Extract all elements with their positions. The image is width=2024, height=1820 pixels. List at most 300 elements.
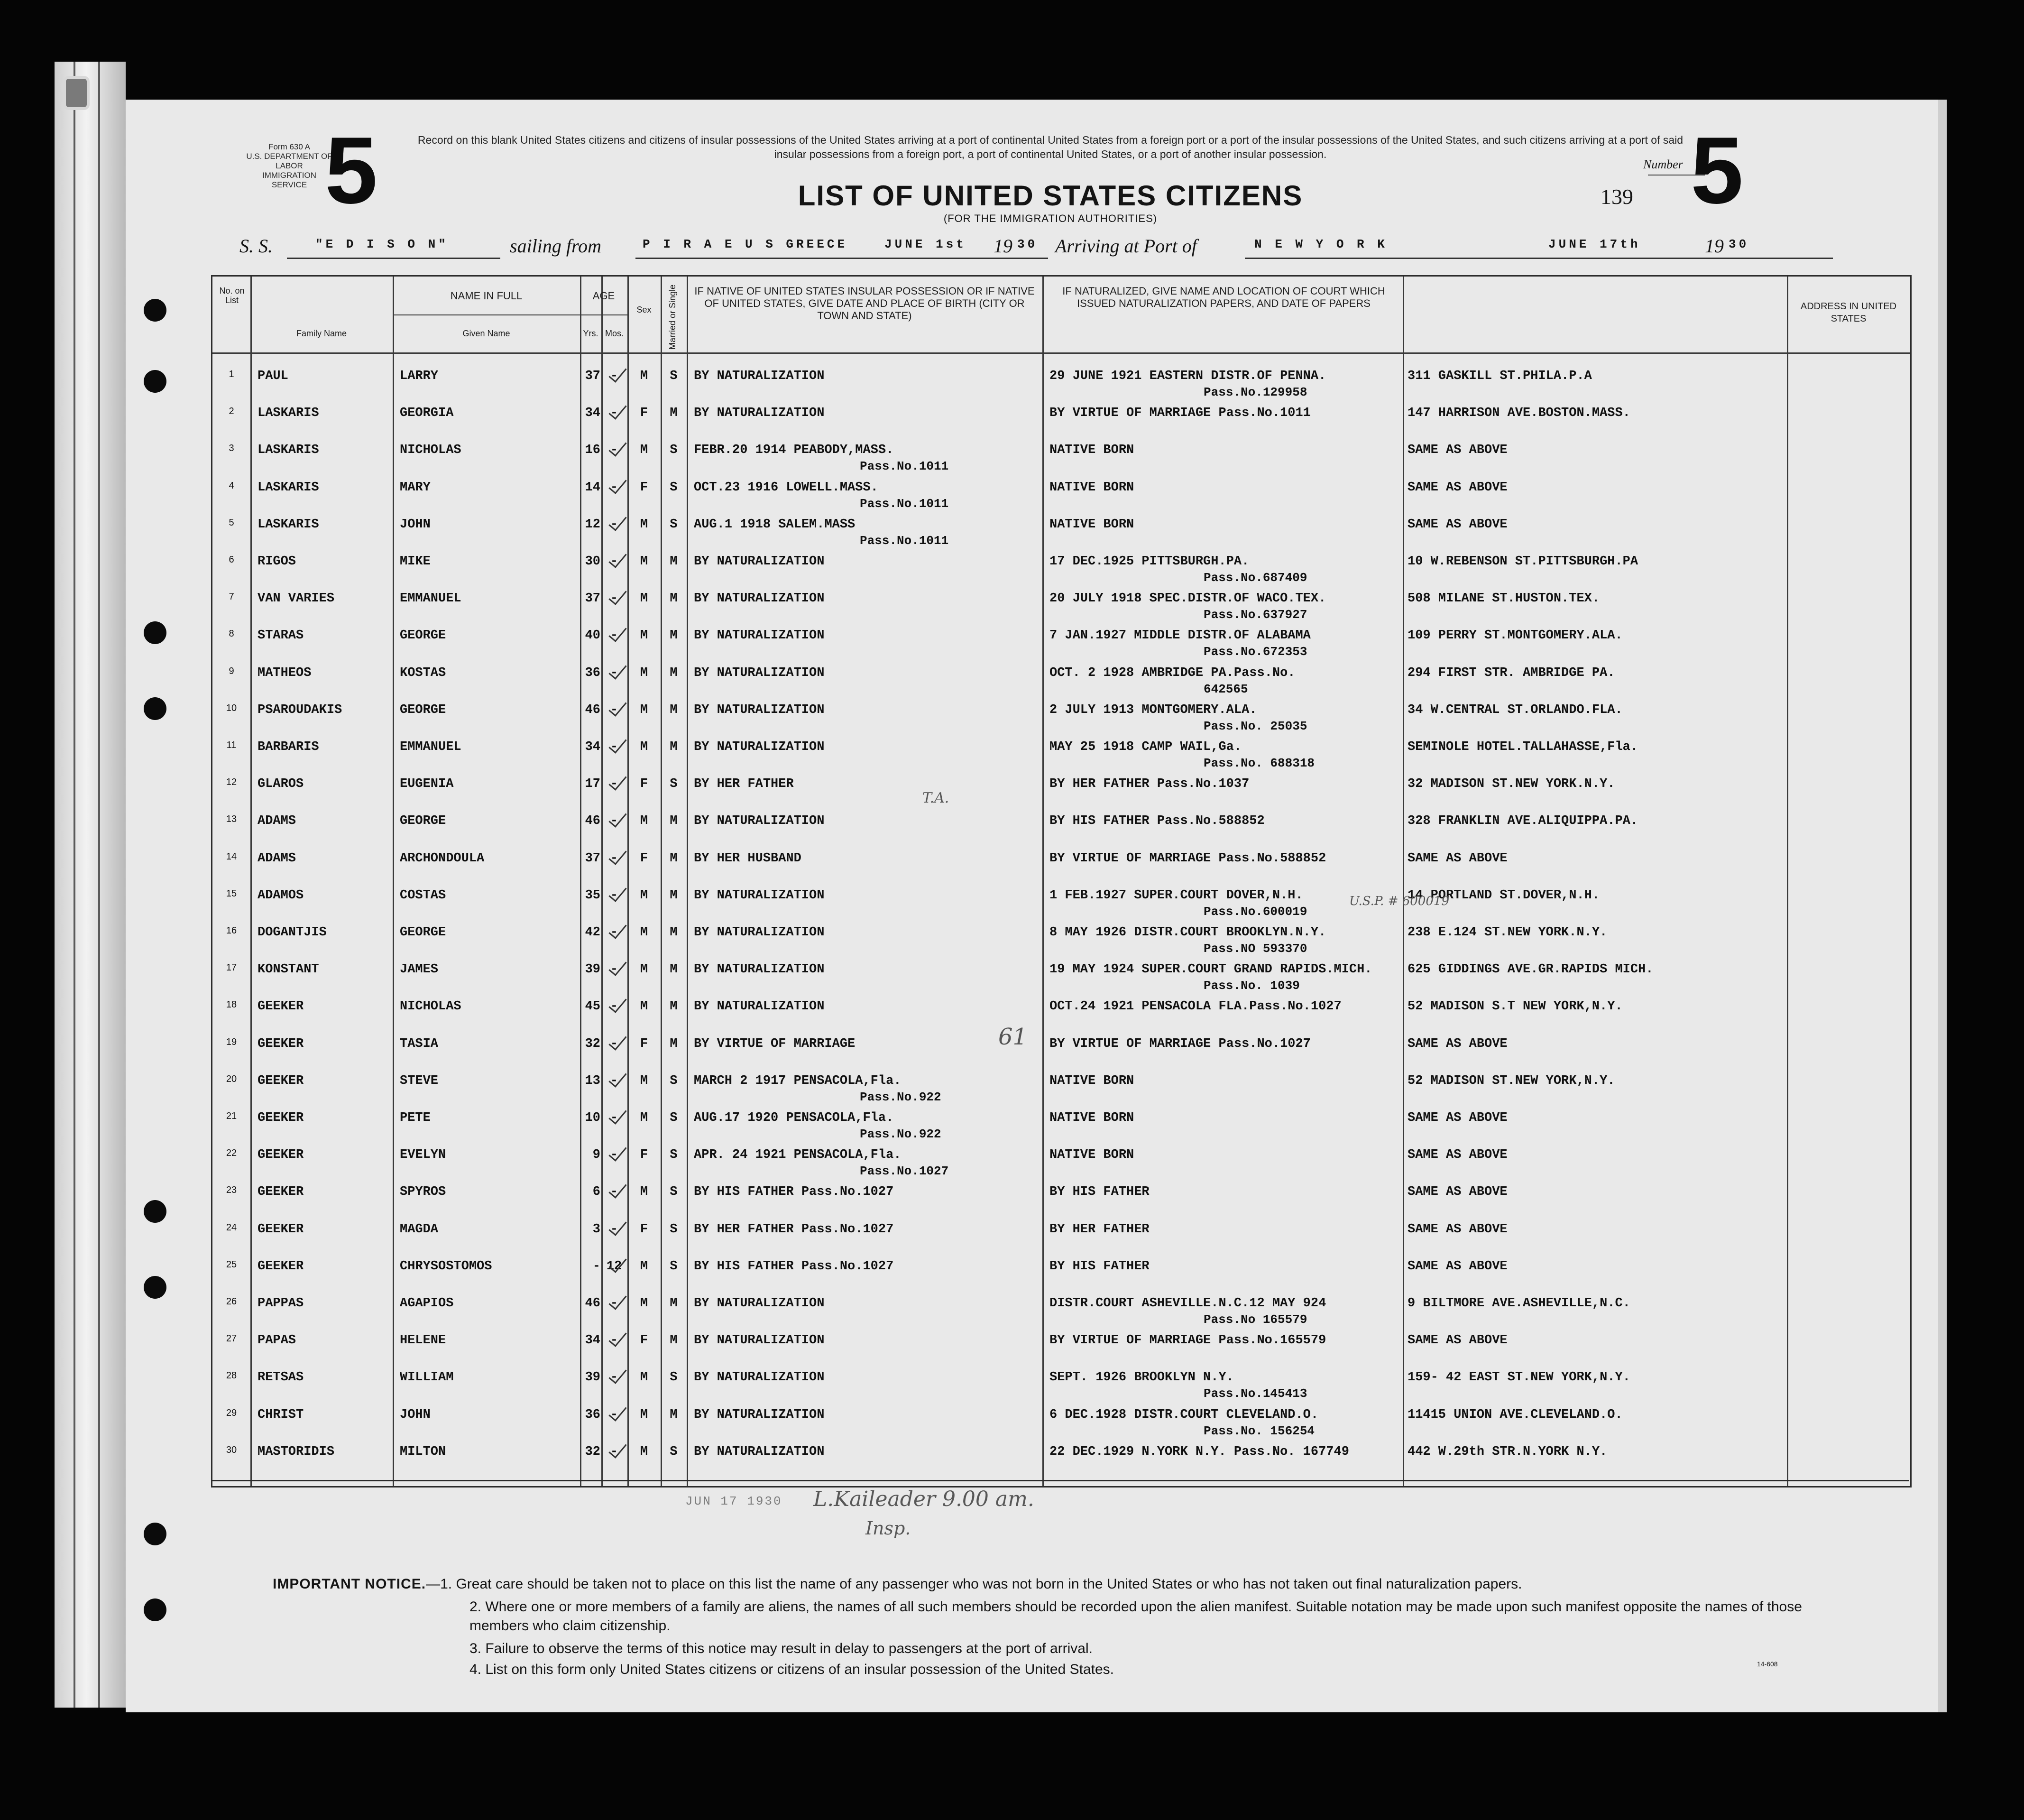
cell-nat: 1 FEB.1927 SUPER.COURT DOVER,N.H.	[1049, 888, 1303, 903]
table-row	[212, 443, 1910, 480]
cell-given: EMMANUEL	[400, 740, 461, 754]
cell-given: GEORGE	[400, 925, 446, 940]
cell-sex: M	[640, 517, 648, 532]
cell-given: JAMES	[400, 962, 439, 977]
table-row	[212, 1037, 1910, 1074]
cell-ms: S	[670, 369, 678, 383]
cell-ms: M	[670, 702, 678, 717]
header-subrule	[393, 314, 627, 315]
cell-yrs: 46	[585, 702, 600, 717]
cell-birth: BY HER FATHER Pass.No.1027	[694, 1222, 894, 1237]
table-row	[212, 1408, 1910, 1445]
cell-birth: AUG.17 1920 PENSACOLA,Fla.	[694, 1111, 894, 1125]
cell-yrs: 46	[585, 814, 600, 829]
cell-birth-pass: Pass.No.1011	[860, 533, 949, 548]
header-age-months: Mos.	[605, 329, 624, 338]
cell-mos: -	[610, 665, 618, 680]
cell-nat-pass: Pass.No. 156254	[1204, 1423, 1315, 1438]
cell-nat: NATIVE BORN	[1049, 517, 1134, 532]
cell-sex: M	[640, 962, 648, 977]
table-row	[212, 814, 1910, 851]
cell-nat: SEPT. 1926 BROOKLYN N.Y.	[1049, 1370, 1234, 1385]
cell-no: 29	[226, 1407, 237, 1418]
cell-birth-pass: Pass.No.922	[860, 1127, 941, 1141]
cell-family: MATHEOS	[258, 665, 312, 680]
cell-ms: S	[670, 777, 678, 792]
cell-sex: M	[640, 369, 648, 383]
cell-mos: -	[610, 1036, 618, 1051]
cell-ms: S	[670, 1259, 678, 1274]
cell-sex: M	[640, 740, 648, 754]
cell-yrs: 34	[585, 740, 600, 754]
cell-family: ADAMOS	[258, 888, 304, 903]
cell-birth: BY NATURALIZATION	[694, 665, 825, 680]
cell-given: MARY	[400, 480, 431, 495]
cell-nat: BY HIS FATHER	[1049, 1259, 1150, 1274]
ss-label: S. S.	[239, 235, 273, 257]
punch-hole	[144, 299, 166, 322]
cell-mos: -	[610, 591, 618, 606]
cell-mos: -	[610, 369, 618, 383]
cell-sex: M	[640, 1407, 648, 1422]
cell-given: KOSTAS	[400, 665, 446, 680]
table-row	[212, 703, 1910, 740]
cell-sex: M	[640, 925, 648, 940]
date-from: JUNE 1st	[884, 237, 966, 251]
cell-nat-pass: Pass.No.672353	[1204, 645, 1307, 659]
cell-yrs: 30	[585, 554, 600, 569]
cell-family: ADAMS	[258, 814, 296, 829]
cell-birth: BY NATURALIZATION	[694, 740, 825, 754]
cell-no: 1	[229, 369, 234, 379]
header-no-on-list: No. on List	[219, 286, 245, 305]
cell-birth: BY HER HUSBAND	[694, 851, 801, 866]
cell-mos: -	[610, 1111, 618, 1125]
cell-mos: -	[610, 1073, 618, 1088]
cell-no: 6	[229, 554, 234, 565]
cell-sex: M	[640, 554, 648, 569]
sailing-label: sailing from	[510, 235, 601, 257]
cell-no: 9	[229, 665, 234, 676]
cell-birth-pass: Pass.No.922	[860, 1090, 941, 1104]
cell-nat: 2 JULY 1913 MONTGOMERY.ALA.	[1049, 702, 1257, 717]
cell-yrs: 37	[585, 369, 600, 383]
cell-nat: NATIVE BORN	[1049, 480, 1134, 495]
cell-given: MAGDA	[400, 1222, 439, 1237]
cell-mos: -	[610, 740, 618, 754]
cell-addr: SAME AS ABOVE	[1408, 1259, 1508, 1274]
cell-nat: 19 MAY 1924 SUPER.COURT GRAND RAPIDS.MICH.	[1049, 962, 1372, 977]
cell-sex: F	[640, 1222, 648, 1237]
cell-sex: F	[640, 1036, 648, 1051]
cell-no: 25	[226, 1259, 237, 1270]
cell-addr: SAME AS ABOVE	[1408, 517, 1508, 532]
form-number: Form 630 A	[268, 142, 310, 151]
cell-birth: APR. 24 1921 PENSACOLA,Fla.	[694, 1148, 902, 1163]
cell-sex: F	[640, 851, 648, 866]
cell-yrs: 34	[585, 406, 600, 421]
notice-item-1-text: —1. Great care should be taken not to place on this list the name of any passenger who was not born in the United States or who has not taken out final naturalization papers.	[426, 1576, 1522, 1592]
page-subtitle: (FOR THE IMMIGRATION AUTHORITIES)	[943, 212, 1158, 224]
inspector-signature: L.Kaileader 9.00 am.	[813, 1487, 1034, 1511]
large-list-number-left: 5	[325, 118, 378, 223]
cell-given: STEVE	[400, 1073, 439, 1088]
print-code: 14-608	[1757, 1660, 1778, 1668]
cell-sex: F	[640, 480, 648, 495]
cell-addr: SAME AS ABOVE	[1408, 1222, 1508, 1237]
cell-yrs: 17	[585, 777, 600, 792]
cell-given: AGAPIOS	[400, 1296, 454, 1311]
cell-birth: BY HIS FATHER Pass.No.1027	[694, 1185, 894, 1200]
header-family-name: Family Name	[296, 329, 347, 338]
cell-no: 5	[229, 517, 234, 528]
cell-ms: S	[670, 1148, 678, 1163]
cell-addr: 9 BILTMORE AVE.ASHEVILLE,N.C.	[1408, 1296, 1630, 1311]
cell-given: GEORGE	[400, 814, 446, 829]
cell-family: DOGANTJIS	[258, 925, 327, 940]
table-row	[212, 369, 1910, 406]
cell-sex: M	[640, 665, 648, 680]
cell-no: 28	[226, 1370, 237, 1381]
cell-sex: F	[640, 1148, 648, 1163]
cell-mos: -	[610, 517, 618, 532]
cell-sex: M	[640, 1296, 648, 1311]
punch-hole	[144, 697, 166, 720]
cell-nat: OCT. 2 1928 AMBRIDGE PA.Pass.No.	[1049, 665, 1296, 680]
cell-no: 21	[226, 1111, 237, 1121]
table-row	[212, 925, 1910, 962]
cell-family: STARAS	[258, 628, 304, 643]
cell-yrs: 39	[585, 1370, 600, 1385]
cell-nat-pass: Pass.No. 688318	[1204, 756, 1315, 770]
cell-birth-pass: Pass.No.1027	[860, 1164, 949, 1179]
cell-mos: -	[610, 962, 618, 977]
cell-given: JOHN	[400, 517, 431, 532]
cell-given: MIKE	[400, 554, 431, 569]
cell-nat: 17 DEC.1925 PITTSBURGH.PA.	[1049, 554, 1250, 569]
cell-nat-pass: Pass.No 165579	[1204, 1312, 1307, 1327]
cell-ms: S	[670, 1444, 678, 1459]
cell-ms: M	[670, 851, 678, 866]
cell-ms: S	[670, 1222, 678, 1237]
cell-given: TASIA	[400, 1036, 439, 1051]
notice-item-1	[273, 1575, 1838, 1594]
cell-addr: 109 PERRY ST.MONTGOMERY.ALA.	[1408, 628, 1623, 643]
table-row	[212, 962, 1910, 999]
punch-hole	[144, 370, 166, 393]
cell-yrs: -	[592, 1259, 600, 1274]
cell-family: GEEKER	[258, 1111, 304, 1125]
table-row	[212, 740, 1910, 777]
cell-no: 15	[226, 888, 237, 899]
cell-no: 2	[229, 406, 234, 417]
cell-no: 14	[226, 851, 237, 862]
cell-no: 4	[229, 480, 234, 491]
cell-yrs: 35	[585, 888, 600, 903]
cell-mos: -	[610, 443, 618, 458]
cell-birth: AUG.1 1918 SALEM.MASS	[694, 517, 856, 532]
manifest-page	[126, 100, 1947, 1712]
notice-lead: IMPORTANT NOTICE.	[273, 1576, 426, 1592]
cell-ms: M	[670, 888, 678, 903]
cell-family: GEEKER	[258, 1259, 304, 1274]
cell-nat-pass: Pass.No. 25035	[1204, 719, 1307, 733]
cell-nat-pass: 642565	[1204, 682, 1248, 696]
cell-ms: M	[670, 1407, 678, 1422]
cell-ms: M	[670, 962, 678, 977]
cell-addr: 147 HARRISON AVE.BOSTON.MASS.	[1408, 406, 1630, 421]
cell-yrs: 32	[585, 1444, 600, 1459]
cell-no: 18	[226, 999, 237, 1010]
cell-mos: -	[610, 1407, 618, 1422]
cell-no: 20	[226, 1073, 237, 1084]
cell-mos: -	[610, 1333, 618, 1348]
cell-nat: BY HIS FATHER Pass.No.588852	[1049, 814, 1265, 829]
cell-nat: BY HER FATHER	[1049, 1222, 1150, 1237]
cell-nat: 20 JULY 1918 SPEC.DISTR.OF WACO.TEX.	[1049, 591, 1326, 606]
cell-family: GEEKER	[258, 1073, 304, 1088]
cell-birth: BY NATURALIZATION	[694, 702, 825, 717]
cell-birth-pass: Pass.No.1011	[860, 459, 949, 474]
table-row	[212, 851, 1910, 888]
cell-family: VAN VARIES	[258, 591, 335, 606]
cell-family: PSAROUDAKIS	[258, 702, 342, 717]
cell-no: 24	[226, 1222, 237, 1233]
table-row	[212, 999, 1910, 1036]
cell-addr: 442 W.29th STR.N.YORK N.Y.	[1408, 1444, 1608, 1459]
cell-birth: BY NATURALIZATION	[694, 628, 825, 643]
cell-no: 30	[226, 1444, 237, 1455]
cell-nat-pass: Pass.No.600019	[1204, 904, 1307, 919]
cell-yrs: 40	[585, 628, 600, 643]
header-age: AGE	[592, 290, 615, 302]
cell-mos: -	[610, 480, 618, 495]
cell-sex: M	[640, 443, 648, 458]
header-rule	[212, 352, 1910, 354]
cell-birth: MARCH 2 1917 PENSACOLA,Fla.	[694, 1073, 902, 1088]
cell-ms: M	[670, 406, 678, 421]
punch-hole	[144, 1523, 166, 1545]
cell-nat: 7 JAN.1927 MIDDLE DISTR.OF ALABAMA	[1049, 628, 1311, 643]
cell-addr: 328 FRANKLIN AVE.ALIQUIPPA.PA.	[1408, 814, 1638, 829]
table-row	[212, 666, 1910, 703]
cell-sex: M	[640, 591, 648, 606]
cell-no: 11	[226, 740, 237, 750]
cell-yrs: 6	[592, 1185, 600, 1200]
cell-nat: NATIVE BORN	[1049, 1148, 1134, 1163]
cell-ms: M	[670, 665, 678, 680]
cell-no: 23	[226, 1185, 237, 1196]
cell-nat-pass: Pass.No.129958	[1204, 385, 1307, 399]
cell-given: NICHOLAS	[400, 443, 461, 458]
cell-birth: BY NATURALIZATION	[694, 1407, 825, 1422]
cell-sex: M	[640, 999, 648, 1014]
cell-ms: S	[670, 517, 678, 532]
cell-birth: BY NATURALIZATION	[694, 814, 825, 829]
cell-given: LARRY	[400, 369, 439, 383]
cell-sex: M	[640, 1073, 648, 1088]
table-row	[212, 1296, 1910, 1333]
header-birthplace: IF NATIVE OF UNITED STATES INSULAR POSSESSION OR IF NATIVE OF UNITED STATES, GIVE DATE AND PLACE OF BIRTH (CITY OR TOWN AND STATE)	[694, 285, 1035, 322]
cell-family: LASKARIS	[258, 517, 319, 532]
cell-yrs: 45	[585, 999, 600, 1014]
cell-family: PAUL	[258, 369, 288, 383]
cell-birth: BY NATURALIZATION	[694, 1370, 825, 1385]
binder-ring	[63, 76, 90, 110]
header-name-in-full: NAME IN FULL	[450, 290, 523, 302]
cell-birth: BY HIS FATHER Pass.No.1027	[694, 1259, 894, 1274]
cell-ms: M	[670, 591, 678, 606]
cell-no: 8	[229, 628, 234, 639]
cell-birth: BY NATURALIZATION	[694, 1333, 825, 1348]
punch-hole	[144, 621, 166, 644]
cell-ms: M	[670, 925, 678, 940]
cell-given: EVELYN	[400, 1148, 446, 1163]
year-from-prefix: 19	[994, 235, 1012, 257]
header-address: ADDRESS IN UNITED STATES	[1800, 301, 1897, 324]
cell-sex: M	[640, 1259, 648, 1274]
cell-no: 17	[226, 962, 237, 973]
cell-ms: M	[670, 740, 678, 754]
cell-given: GEORGE	[400, 628, 446, 643]
cell-no: 19	[226, 1036, 237, 1047]
table-row	[212, 517, 1910, 554]
cell-family: PAPPAS	[258, 1296, 304, 1311]
cell-mos: -	[610, 702, 618, 717]
cell-mos: -	[610, 999, 618, 1014]
cell-birth: OCT.23 1916 LOWELL.MASS.	[694, 480, 878, 495]
cell-yrs: 32	[585, 1036, 600, 1051]
cell-given: ARCHONDOULA	[400, 851, 485, 866]
port-from: P I R A E U S GREECE	[643, 237, 848, 251]
cell-nat: BY HIS FATHER	[1049, 1185, 1150, 1200]
cell-addr: 10 W.REBENSON ST.PITTSBURGH.PA	[1408, 554, 1638, 569]
cell-sex: M	[640, 888, 648, 903]
cell-ms: M	[670, 554, 678, 569]
cell-addr: 52 MADISON ST.NEW YORK,N.Y.	[1408, 1073, 1615, 1088]
cell-birth: BY NATURALIZATION	[694, 1444, 825, 1459]
cell-addr: 34 W.CENTRAL ST.ORLANDO.FLA.	[1408, 702, 1623, 717]
cell-ms: S	[670, 1073, 678, 1088]
cell-ms: M	[670, 1036, 678, 1051]
handwritten-tally: 61	[998, 1024, 1028, 1050]
cell-nat: BY VIRTUE OF MARRIAGE Pass.No.1027	[1049, 1036, 1311, 1051]
cell-birth-pass: Pass.No.1011	[860, 496, 949, 511]
ship-name: "E D I S O N"	[315, 237, 449, 251]
cell-yrs: 37	[585, 591, 600, 606]
cell-birth: BY NATURALIZATION	[694, 962, 825, 977]
cell-sex: M	[640, 1370, 648, 1385]
table-row	[212, 1222, 1910, 1259]
cell-birth: BY NATURALIZATION	[694, 554, 825, 569]
cell-mos: -	[610, 628, 618, 643]
cell-mos: -	[610, 777, 618, 792]
cell-family: KONSTANT	[258, 962, 319, 977]
cell-addr: SAME AS ABOVE	[1408, 851, 1508, 866]
cell-nat: OCT.24 1921 PENSACOLA FLA.Pass.No.1027	[1049, 999, 1342, 1014]
cell-addr: SAME AS ABOVE	[1408, 1333, 1508, 1348]
cell-addr: 14 PORTLAND ST.DOVER,N.H.	[1408, 888, 1600, 903]
cell-birth: BY NATURALIZATION	[694, 888, 825, 903]
handwritten-note-row-15: U.S.P. # 600019	[1349, 894, 1449, 908]
binder-edge	[98, 62, 100, 1708]
header-sex: Sex	[636, 305, 652, 314]
cell-ms: M	[670, 628, 678, 643]
cell-addr: 52 MADISON S.T NEW YORK,N.Y.	[1408, 999, 1623, 1014]
cell-ms: S	[670, 480, 678, 495]
cell-birth: BY NATURALIZATION	[694, 999, 825, 1014]
cell-no: 3	[229, 443, 234, 454]
cell-ms: M	[670, 814, 678, 829]
page-number: 139	[1601, 185, 1633, 209]
table-row	[212, 1259, 1910, 1296]
cell-sex: F	[640, 777, 648, 792]
cell-yrs: 36	[585, 1407, 600, 1422]
cell-nat: MAY 25 1918 CAMP WAIL,Ga.	[1049, 740, 1242, 754]
cell-birth: BY NATURALIZATION	[694, 369, 825, 383]
header-given-name: Given Name	[462, 329, 510, 338]
cell-mos: -	[610, 1148, 618, 1163]
cell-addr: 238 E.124 ST.NEW YORK.N.Y.	[1408, 925, 1608, 940]
number-field-label: Number	[1643, 157, 1683, 171]
cell-addr: SAME AS ABOVE	[1408, 443, 1508, 458]
cell-sex: F	[640, 1333, 648, 1348]
cell-mos: -	[610, 1370, 618, 1385]
header-age-years: Yrs.	[583, 329, 598, 338]
cell-family: CHRIST	[258, 1407, 304, 1422]
cell-mos: -	[610, 1444, 618, 1459]
year-to: 30	[1729, 237, 1749, 251]
cell-addr: SEMINOLE HOTEL.TALLAHASSE,Fla.	[1408, 740, 1638, 754]
table-row	[212, 888, 1910, 925]
notice-item-2: 2. Where one or more members of a family are aliens, the names of all such members should be recorded upon the alien manifest. Suitable notation may be made upon such manifest opposite the names of those members who claim citizenship.	[469, 1599, 1802, 1634]
year-to-prefix: 19	[1705, 235, 1724, 257]
cell-family: LASKARIS	[258, 480, 319, 495]
cell-mos: -	[610, 406, 618, 421]
cell-family: GEEKER	[258, 1185, 304, 1200]
cell-addr: 11415 UNION AVE.CLEVELAND.O.	[1408, 1407, 1623, 1422]
header-married-single: Married or Single	[668, 284, 677, 350]
cell-family: RETSAS	[258, 1370, 304, 1385]
cell-nat: 6 DEC.1928 DISTR.COURT CLEVELAND.O.	[1049, 1407, 1319, 1422]
arriving-label: Arriving at Port of	[1055, 235, 1197, 257]
cell-family: GEEKER	[258, 1222, 304, 1237]
cell-no: 27	[226, 1333, 237, 1344]
table-row	[212, 406, 1910, 443]
cell-sex: M	[640, 628, 648, 643]
cell-addr: 32 MADISON ST.NEW YORK.N.Y.	[1408, 777, 1615, 792]
cell-nat: NATIVE BORN	[1049, 443, 1134, 458]
table-row	[212, 554, 1910, 591]
cell-family: ADAMS	[258, 851, 296, 866]
cell-yrs: 39	[585, 962, 600, 977]
punch-hole	[144, 1276, 166, 1299]
cell-yrs: 16	[585, 443, 600, 458]
cell-ms: S	[670, 443, 678, 458]
table-row	[212, 1185, 1910, 1222]
cell-addr: SAME AS ABOVE	[1408, 1036, 1508, 1051]
cell-family: GLAROS	[258, 777, 304, 792]
cell-mos: -	[610, 554, 618, 569]
cell-given: GEORGIA	[400, 406, 454, 421]
cell-birth: BY NATURALIZATION	[694, 406, 825, 421]
table-row	[212, 1074, 1910, 1111]
cell-given: PETE	[400, 1111, 431, 1125]
binder-strip	[55, 62, 126, 1708]
table-row	[212, 591, 1910, 628]
cell-ms: M	[670, 1333, 678, 1348]
cell-sex: M	[640, 1111, 648, 1125]
